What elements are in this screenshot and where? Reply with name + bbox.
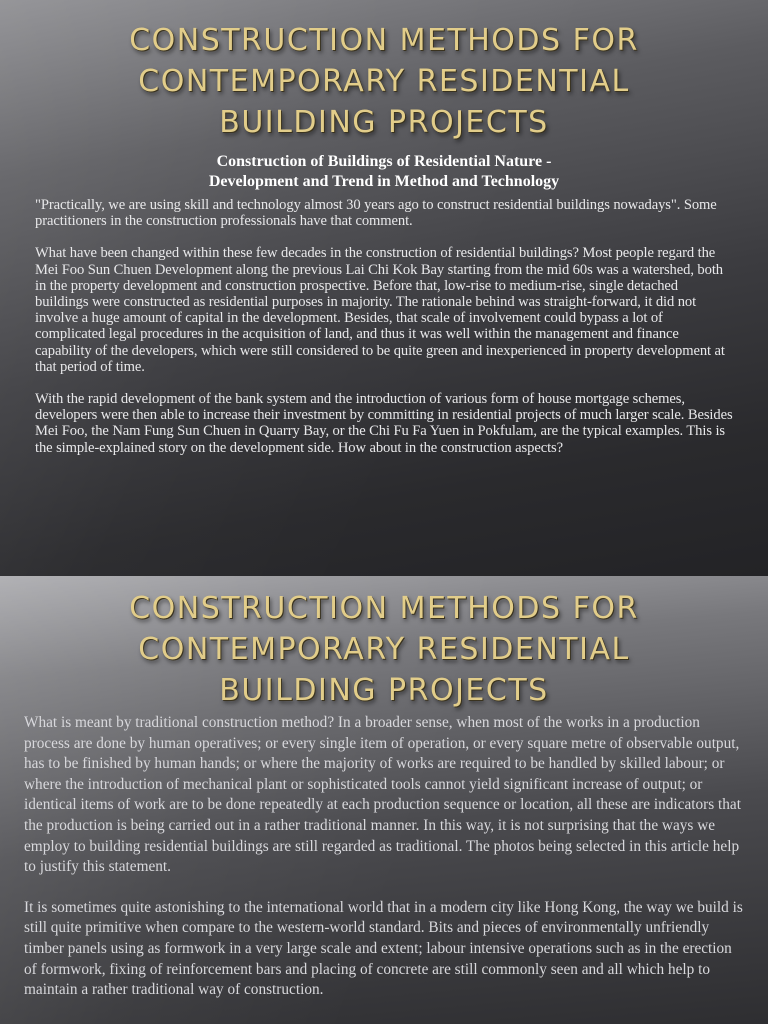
title-line: BUILDING PROJECTS	[219, 105, 549, 140]
paragraph: What have been changed within these few decades in the construction of residential buildings? Most people regard the Mei Foo Sun Chuen Development along the previous Lai Chi Kok Bay starting from the mid 60s was a watershed, both in the property development and construction prospective. Before that, low-rise to medium-rise, single detached buildings were constructed as residential purposes in majority. The rationale behind was straight-forward, it did not involve a huge amount of capital in the development. Besides, that scale of involvement could bypass a lot of complicated legal procedures in the acquisition of land, and thus it was well within the management and finance capability of the developers, which were still considered to be quite green and inexperienced in property development at that period of time.	[35, 245, 725, 375]
paragraph: What is meant by traditional construction method? In a broader sense, when most of the works in a production process are done by human operatives; or every single item of operation, or every square metre of observable output, has to be finished by human hands; or where the majority of works are required to be handled by skilled labour; or where the introduction of mechanical plant or sophisticated tools cannot yield significant increase of output; or identical items of work are to be done repeatedly at each production sequence or location, all these are indicators that the production is being carried out in a rather traditional manner. In this way, it is not surprising that the ways we employ to building residential buildings are still regarded as traditional. The photos being selected in this article help to justify this statement.	[24, 714, 741, 876]
slide-1-title	[0, 0, 768, 143]
title-line: CONTEMPORARY RESIDENTIAL	[138, 632, 630, 667]
slide-2-body	[0, 711, 768, 1001]
slide-1-body	[0, 192, 768, 456]
paragraph: With the rapid development of the bank system and the introduction of various form of house mortgage schemes, developers were then able to increase their investment by committing in residential projects of much larger scale. Besides Mei Foo, the Nam Fung Sun Chuen in Quarry Bay, or the Chi Fu Fa Yuen in Pokfulam, are the typical examples. This is the simple-explained story on the development side. How about in the construction aspects?	[35, 391, 733, 456]
subtitle-line: Construction of Buildings of Residential Nature -	[216, 153, 552, 170]
slide-2	[0, 576, 768, 1024]
paragraph: It is sometimes quite astonishing to the international world that in a modern city like Hong Kong, the way we build is still quite primitive when compare to the western-world standard. Bits and pieces of environmentally unfriendly timber panels using as formwork in a very large scale and extent; labour intensive operations such as in the erection of formwork, fixing of reinforcement bars and placing of concrete are still commonly seen and all which help to maintain a rather traditional way of construction.	[24, 898, 743, 999]
title-line: CONTEMPORARY RESIDENTIAL	[138, 64, 630, 99]
slide-2-title	[0, 576, 768, 711]
title-line: CONSTRUCTION METHODS FOR	[129, 23, 639, 58]
slide-1-subtitle	[0, 152, 768, 192]
title-line: CONSTRUCTION METHODS FOR	[129, 591, 639, 626]
subtitle-line: Development and Trend in Method and Technology	[208, 173, 560, 190]
title-line: BUILDING PROJECTS	[219, 673, 549, 708]
paragraph: "Practically, we are using skill and technology almost 30 years ago to construct residential buildings nowadays". Some practitioners in the construction professionals have that comment.	[35, 197, 717, 230]
